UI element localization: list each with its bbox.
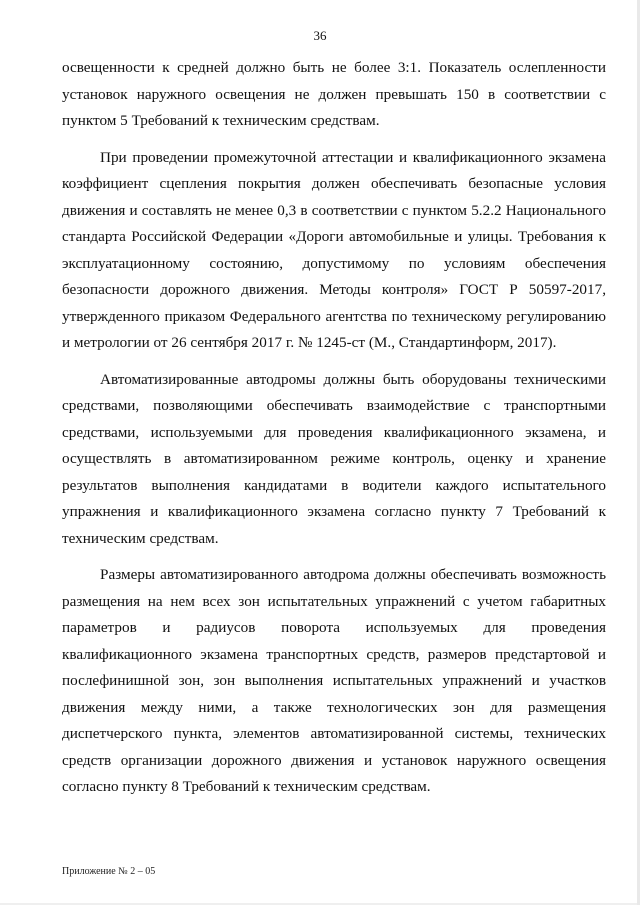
- paragraph-continuation: освещенности к средней должно быть не более 3:1. Показатель ослепленности установок наружного освещения не должен превышать 150 в соответствии с пунктом 5 Требований к техническим средствам.: [62, 59, 606, 129]
- paragraph-autodrome-dimensions: Размеры автоматизированного автодрома должны обеспечивать возможность размещения на нем всех зон испытательных упражнений с учетом габаритных параметров и радиусов поворота используемых для проведения квалификационного экзамена транспортных средств, размеров предстартовой и послефинишной зон, зон выполнения испытательных упражнений и участков движения между ними, а также технологических зон для размещения диспетчерского пункта, элементов автоматизированной системы, технических средств организации дорожного движения и установок наружного освещения согласно пункту 8 Требований к техническим средствам.: [62, 566, 606, 795]
- paragraph-friction-coefficient: При проведении промежуточной аттестации и квалификационного экзамена коэффициент сцепления покрытия должен обеспечивать безопасные условия движения и составлять не менее 0,3 в соответствии с пунктом 5.2.2 Национального стандарта Российской Федерации «Дороги автомобильные и улицы. Требования к эксплуатационному состоянию, допустимому по условиям обеспечения безопасности дорожного движения. Методы контроля» ГОСТ Р 50597-2017, утвержденного приказом Федерального агентства по техническому регулированию и метрологии от 26 сентября 2017 г. № 1245-ст (М., Стандартинформ, 2017).: [62, 148, 606, 351]
- page-footer: Приложение № 2 – 05: [62, 866, 156, 877]
- page-number: 36: [313, 28, 327, 43]
- document-body: [62, 55, 606, 801]
- paragraph-automated-equipment: Автоматизированные автодромы должны быть оборудованы техническими средствами, позволяющими обеспечивать взаимодействие с транспортными средствами, используемыми для проведения квалификационного экзамена, и осуществлять в автоматизированном режиме контроль, оценку и хранение результатов выполнения кандидатами в водители каждого испытательного упражнения и квалификационного экзамена согласно пункту 7 Требований к техническим средствам.: [62, 370, 606, 547]
